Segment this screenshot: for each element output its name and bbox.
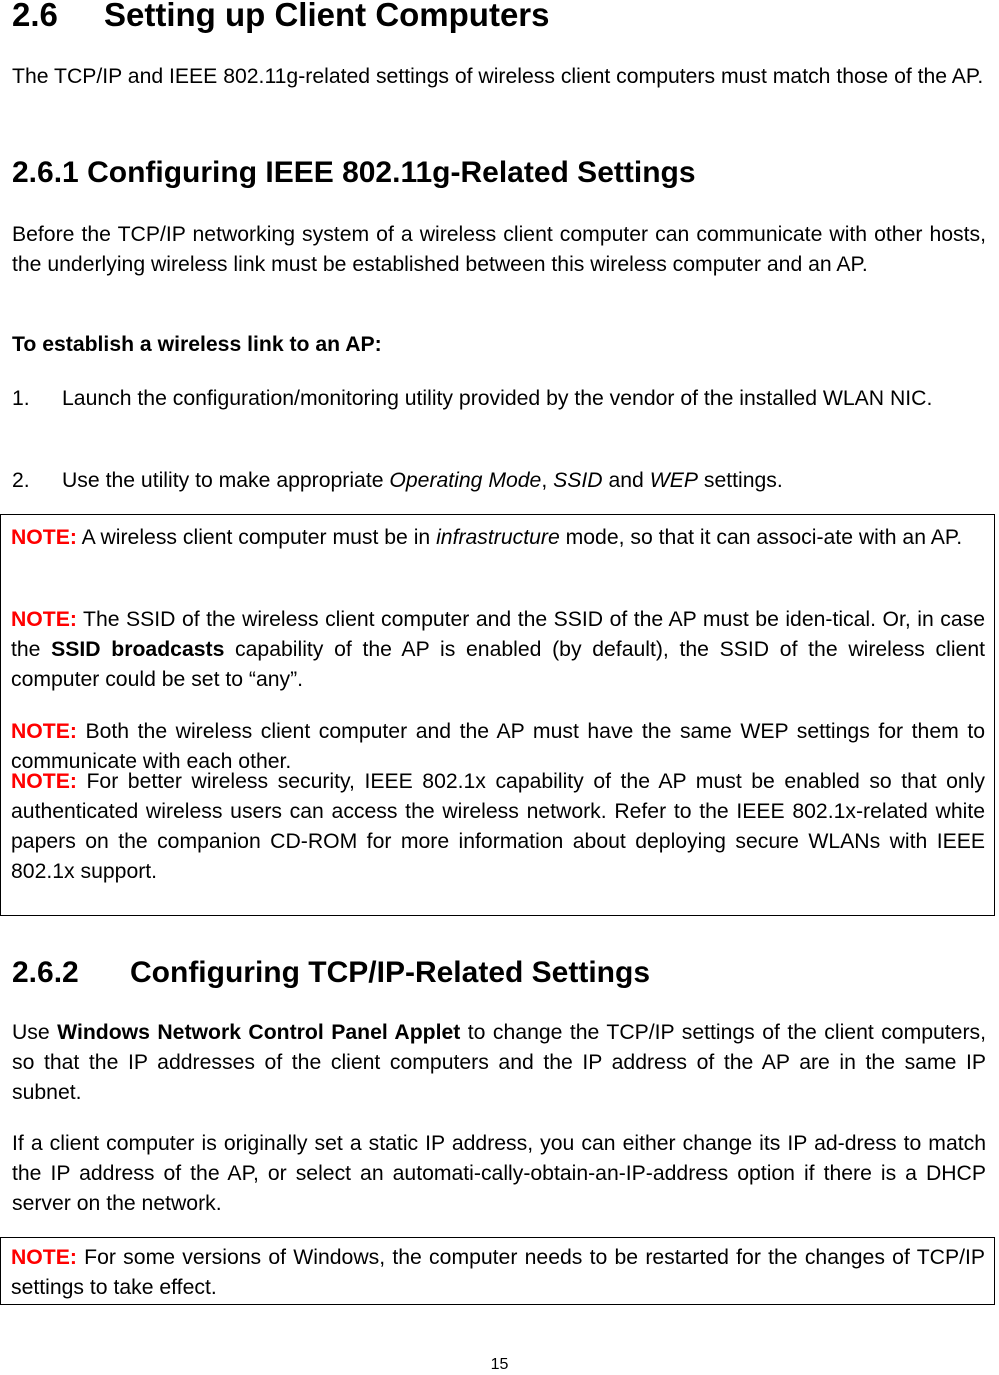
note-label: NOTE: [11, 1246, 77, 1269]
note-label: NOTE: [11, 720, 77, 743]
section-2-6-1-heading [12, 156, 696, 190]
section-2-6-2-heading [12, 956, 650, 990]
note-label: NOTE: [11, 526, 77, 549]
procedure-step [12, 384, 986, 414]
section-title: Setting up Client Computers [104, 0, 550, 33]
page-number: 15 [490, 1356, 509, 1373]
note-label: NOTE: [11, 608, 77, 631]
section-number: 2.6.2 [12, 956, 79, 989]
note: NOTE: For better wireless security, IEEE 802.1x capability of the AP must be enabled so that only authenticated wireless users can access the wireless network. Refer to the IEEE 802.1x-related white papers on the companion CD-ROM for more information about deploying secure WLANs with IEEE 802.1x support. [11, 770, 985, 883]
note: NOTE: The SSID of the wireless client computer and the SSID of the AP must be iden-tical. Or, in case the SSID broadcasts capability of the AP is enabled (by default), the SSID of the wireless client computer could be set to “any”. [11, 608, 985, 691]
section-2-6-2-para: Use Windows Network Control Panel Applet to change the TCP/IP settings of the client computers, so that the IP addresses of the client computers and the IP address of the AP are in the same IP subnet. [12, 1021, 986, 1104]
procedure-title: To establish a wireless link to an AP: [12, 333, 382, 356]
step-number: 2. [12, 469, 30, 492]
step-text: Use the utility to make appropriate Operating Mode, SSID and WEP settings. [62, 469, 783, 492]
section-2-6-intro: The TCP/IP and IEEE 802.11g-related settings of wireless client computers must match those of the AP. [12, 65, 984, 88]
section-number: 2.6.1 [12, 156, 79, 189]
term-ssid: SSID [553, 469, 603, 492]
note: NOTE: A wireless client computer must be in infrastructure mode, so that it can associ-ate with an AP. [11, 526, 963, 549]
note: NOTE: Both the wireless client computer and the AP must have the same WEP settings for them to communicate with each other. [11, 720, 985, 773]
procedure-step [12, 466, 986, 496]
term-operating-mode: Operating Mode [389, 469, 542, 492]
section-2-6-heading [12, 0, 550, 34]
step-number: 1. [12, 387, 30, 410]
section-title: Configuring TCP/IP-Related Settings [130, 956, 651, 989]
note-label: NOTE: [11, 770, 77, 793]
term-wep: WEP [649, 469, 698, 492]
section-title: Configuring IEEE 802.11g-Related Settings [87, 156, 696, 189]
section-2-6-2-para: If a client computer is originally set a static IP address, you can either change its IP ad-dress to match the IP address of the AP, or select an automati-cally-obtain-an-IP-address option if there is a DHCP server on the network. [12, 1132, 986, 1215]
step-text: Launch the configuration/monitoring utility provided by the vendor of the installed WLAN NIC. [62, 387, 933, 410]
section-2-6-1-intro: Before the TCP/IP networking system of a wireless client computer can communicate with other hosts, the underlying wireless link must be established between this wireless computer and an AP. [12, 223, 986, 276]
section-number: 2.6 [12, 0, 58, 33]
note: NOTE: For some versions of Windows, the computer needs to be restarted for the changes of TCP/IP settings to take effect. [11, 1246, 985, 1299]
